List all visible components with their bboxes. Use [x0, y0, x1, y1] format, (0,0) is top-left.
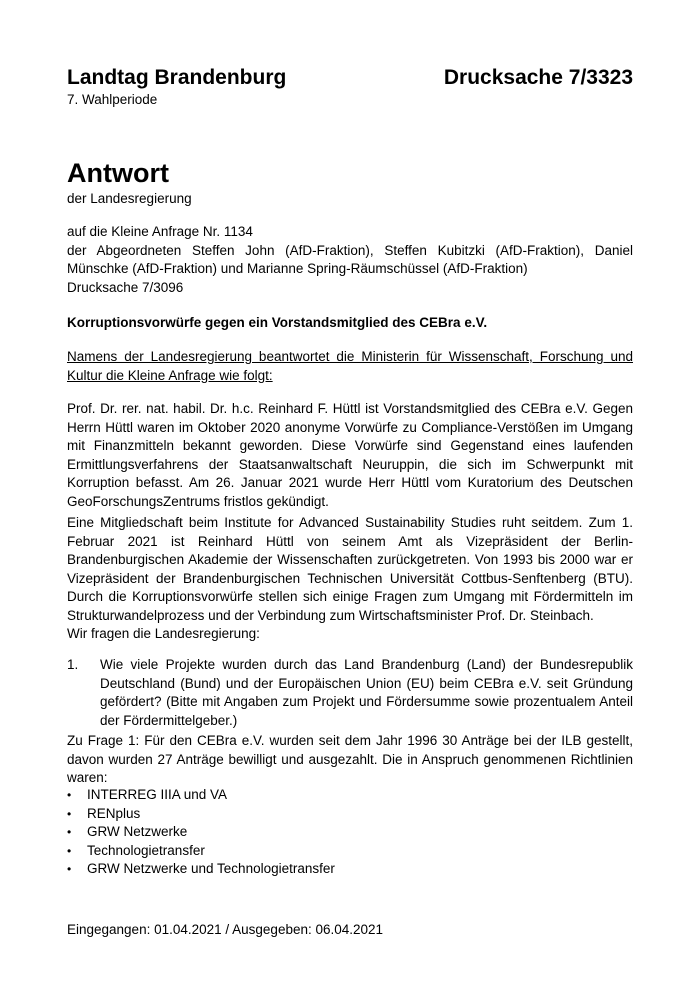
inquiry-reference — [67, 223, 633, 297]
preamble-paragraph-2: Eine Mitgliedschaft beim Institute for Advanced Sustainability Studies ruht seitdem. Zum 1. Februar 2021 ist Reinhard Hüttl von seinem Amt als Vizepräsident der Berlin-Brandenburgischen Akademie der Wissenschaften zurückgetreten. Von 1993 bis 2000 war er Vizepräsident der Brandenburgischen Technischen Universität Cottbus-Senftenberg (BTU). Durch die Korruptionsvorwürfe stellen sich einige Fragen zum Umgang mit Fördermitteln im Strukturwandelprozess und der Verbindung zum Wirtschaftsminister Prof. Dr. Steinbach. — [67, 515, 633, 623]
question-1 — [67, 656, 633, 730]
parliament-name: Landtag Brandenburg — [67, 66, 287, 89]
bullet-icon: • — [67, 862, 72, 876]
document-issuer: der Landesregierung — [67, 191, 192, 206]
document-type-title: Antwort — [67, 158, 169, 188]
question-text: Wie viele Projekte wurden durch das Land Brandenburg (Land) der Bundesrepublik Deutschland (Bund) und der Europäischen Union (EU) beim CEBra e.V. seit Gründung gefördert? (Bitte mit Angaben zum Projekt und Fördersumme sowie prozentualem Anteil der Fördermittelgeber.) — [100, 657, 633, 728]
inquiry-number: auf die Kleine Anfrage Nr. 1134 — [67, 224, 253, 239]
document-number: Drucksache 7/3323 — [443, 66, 633, 89]
receipt-footer: Eingegangen: 01.04.2021 / Ausgegeben: 06.04.2021 — [67, 922, 384, 937]
bullet-icon: • — [67, 825, 72, 839]
intro-statement: Namens der Landesregierung beantwortet die Ministerin für Wissenschaft, Forschung und Kultur die Kleine Anfrage wie folgt: — [67, 349, 633, 383]
list-item: • RENplus — [67, 805, 633, 824]
preamble-paragraph-1: Prof. Dr. rer. nat. habil. Dr. h.c. Reinhard F. Hüttl ist Vorstandsmitglied des CEBra e.V. Gegen Herrn Hüttl waren im Oktober 2020 anonyme Vorwürfe zu Compliance-Verstößen im Umgang mit Finanzmitteln bekannt geworden. Diese Vorwürfe sind Gegenstand eines laufenden Ermittlungsverfahrens der Staatsanwaltschaft Neuruppin, die sich im Schwerpunkt mit Korruption befasst. Am 26. Januar 2021 wurde Herr Hüttl vom Kuratorium des Deutschen GeoForschungsZentrums fristlos gekündigt. — [67, 401, 633, 509]
bullet-icon: • — [67, 806, 72, 821]
bullet-icon: • — [67, 788, 72, 802]
list-item: • INTERREG IIIA und VA — [67, 786, 633, 805]
list-item: • Technologietransfer — [67, 842, 633, 861]
inquiry-authors: der Abgeordneten Steffen John (AfD-Fraktion), Steffen Kubitzki (AfD-Fraktion), Daniel Münschke (AfD-Fraktion) und Marianne Spring-Räumschüssel (AfD-Fraktion) — [67, 242, 633, 276]
guidelines-list — [67, 786, 633, 879]
subject-heading: Korruptionsvorwürfe gegen ein Vorstandsmitglied des CEBra e.V. — [67, 315, 488, 330]
list-item: • GRW Netzwerke — [67, 823, 633, 842]
document-header — [67, 66, 633, 90]
answer-1: Zu Frage 1: Für den CEBra e.V. wurden seit dem Jahr 1996 30 Anträge bei der ILB gestellt, davon wurden 27 Anträge bewilligt und ausgezahlt. Die in Anspruch genommenen Richtlinien waren: — [67, 733, 633, 785]
legislative-period: 7. Wahlperiode — [67, 92, 158, 107]
preamble-paragraph-3: Wir fragen die Landesregierung: — [67, 626, 260, 641]
inquiry-printed-matter: Drucksache 7/3096 — [67, 279, 184, 295]
question-number: 1. — [67, 657, 79, 672]
list-item: • GRW Netzwerke und Technologietransfer — [67, 860, 633, 879]
bullet-icon: • — [67, 843, 72, 858]
